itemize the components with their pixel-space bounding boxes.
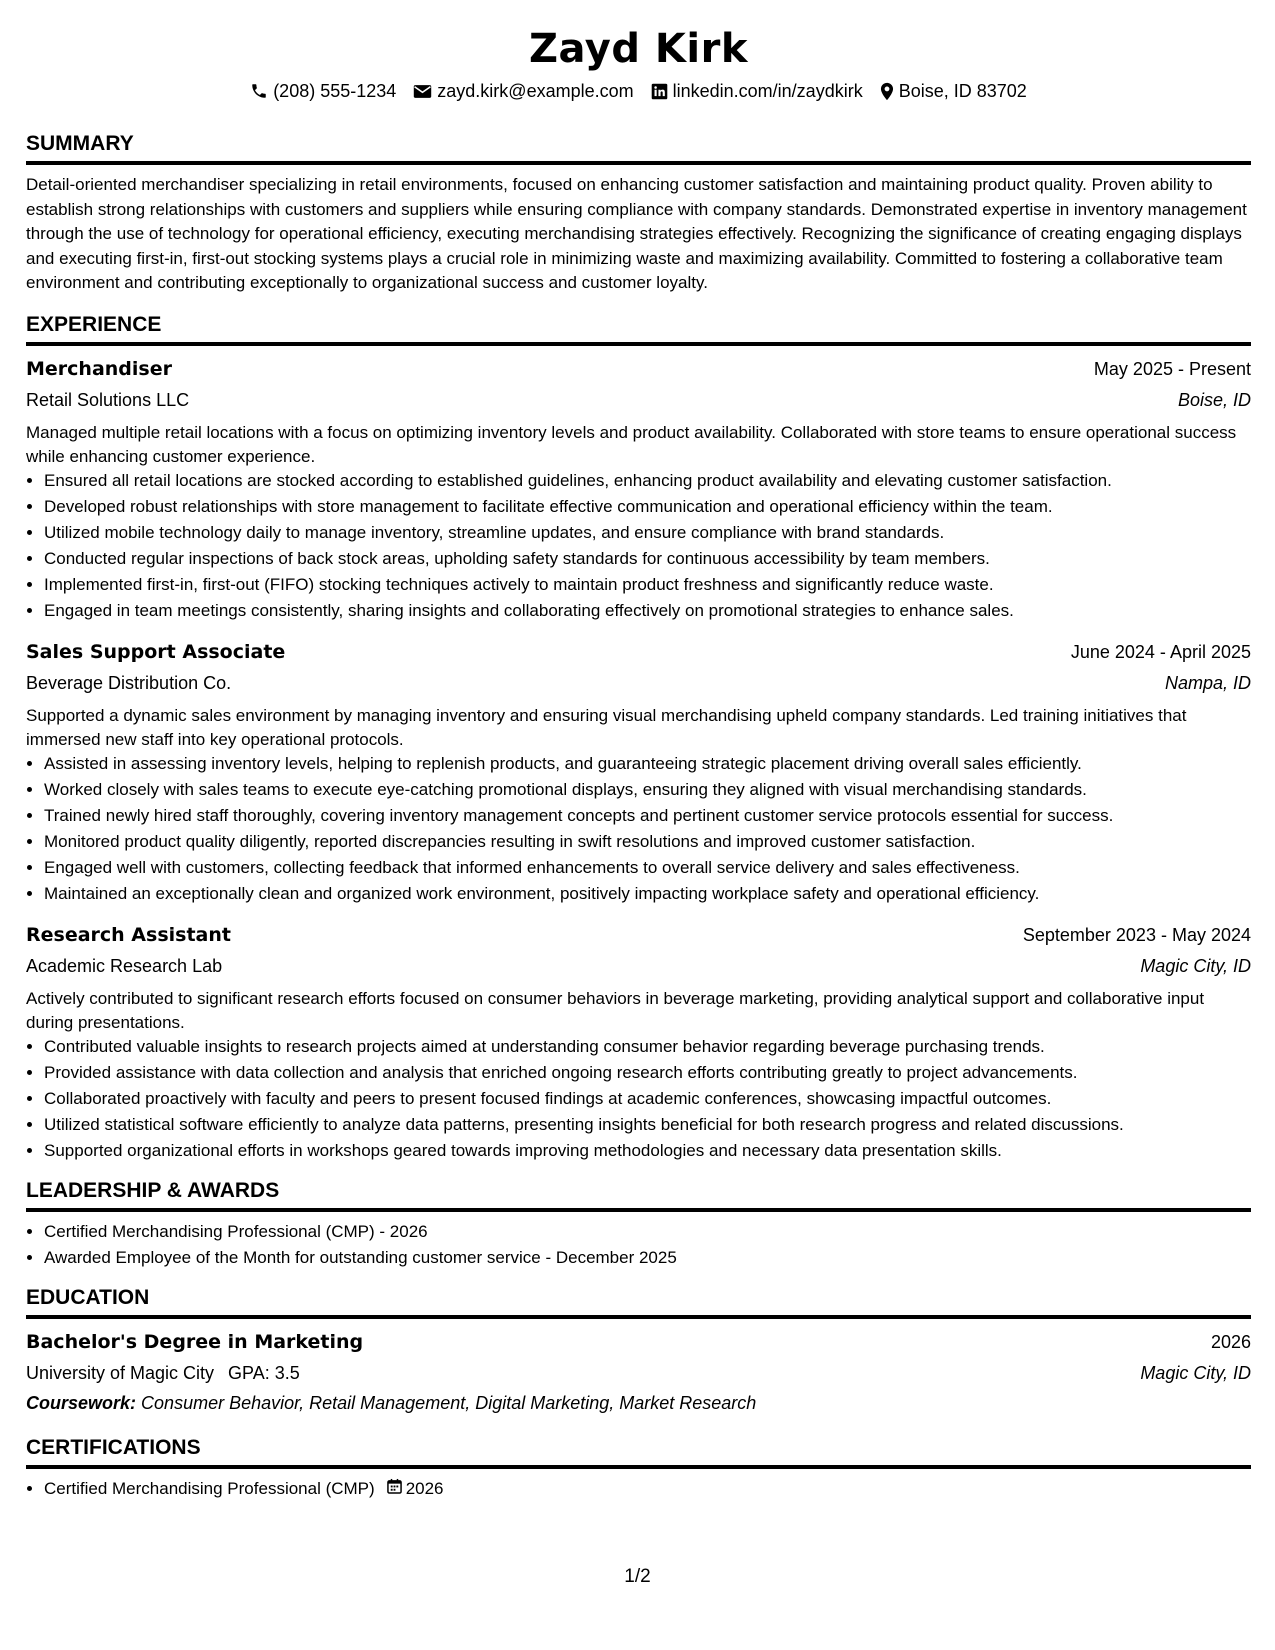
job-bullets: [26, 469, 1251, 623]
list-item: • Supported organizational efforts in workshops geared towards improving methodologies and necessary data presentation skills.: [44, 1139, 1251, 1163]
linkedin-text[interactable]: linkedin.com/in/zaydkirk: [672, 81, 863, 101]
coursework-list: Consumer Behavior, Retail Management, Digital Marketing, Market Research: [141, 1392, 757, 1413]
list-item: • Monitored product quality diligently, reported discrepancies resulting in swift resolutions and improved customer satisfaction.: [44, 830, 1251, 854]
education-section: [26, 1284, 1251, 1418]
email-text[interactable]: zayd.kirk@example.com: [437, 81, 634, 101]
list-item: • Assisted in assessing inventory levels, helping to replenish products, and guaranteeing strategic placement driving overall sales efficiently.: [44, 752, 1251, 776]
list-item: • Ensured all retail locations are stocked according to established guidelines, enhancing product availability and elevating customer satisfaction.: [44, 469, 1251, 493]
experience-section: [26, 311, 1251, 1163]
job-entry: [26, 637, 1251, 906]
summary-section: [26, 130, 1251, 296]
job-company: Beverage Distribution Co.: [26, 672, 232, 693]
list-item: • Certified Merchandising Professional (CMP) - 2026: [44, 1220, 1251, 1244]
list-item: • Engaged in team meetings consistently, sharing insights and collaborating effectively on promotional strategies to enhance sales.: [44, 599, 1251, 623]
contact-linkedin[interactable]: [651, 78, 863, 104]
school-location: Magic City, ID: [1140, 1362, 1251, 1383]
list-item: • Engaged well with customers, collecting feedback that informed enhancements to overall service delivery and sales effectiveness.: [44, 856, 1251, 880]
job-dates: May 2025 - Present: [1093, 358, 1251, 379]
job-description: Managed multiple retail locations with a focus on optimizing inventory levels and product availability. Collaborated with store teams to ensure operational success while enhancing customer experience.: [26, 422, 1237, 466]
summary-heading: SUMMARY: [26, 130, 1251, 165]
certifications-section: [26, 1434, 1251, 1501]
list-item: • Utilized mobile technology daily to manage inventory, streamline updates, and ensure compliance with brand standards.: [44, 521, 1251, 545]
list-item: • Contributed valuable insights to research projects aimed at understanding consumer behavior regarding beverage purchasing trends.: [44, 1035, 1251, 1059]
job-location: Nampa, ID: [1164, 672, 1251, 693]
gpa: GPA: 3.5: [228, 1362, 300, 1383]
experience-heading: EXPERIENCE: [26, 311, 1251, 346]
envelope-icon: [413, 84, 432, 99]
calendar-icon: [387, 1477, 402, 1501]
phone-text: (208) 555-1234: [273, 81, 397, 101]
job-entry: [26, 354, 1251, 623]
job-description: Actively contributed to significant research efforts focused on consumer behaviors in beverage marketing, providing analytical support and collaborative input during presentations.: [26, 988, 1205, 1032]
job-dates: June 2024 - April 2025: [1070, 641, 1251, 662]
job-title: Research Assistant: [26, 923, 231, 946]
list-item: • Implemented first-in, first-out (FIFO) stocking techniques actively to maintain product freshness and significantly reduce waste.: [44, 573, 1251, 597]
list-item: • Collaborated proactively with faculty and peers to present focused findings at academic conferences, showcasing impactful outcomes.: [44, 1087, 1251, 1111]
education-heading: EDUCATION: [26, 1284, 1251, 1319]
job-bullets: [26, 1035, 1251, 1163]
list-item: • Awarded Employee of the Month for outstanding customer service - December 2025: [44, 1246, 1251, 1270]
contact-email[interactable]: [413, 78, 633, 104]
contact-phone: [250, 78, 396, 104]
summary-text: Detail-oriented merchandiser specializing in retail environments, focused on enhancing customer satisfaction and maintaining product quality. Proven ability to establish strong relationships with customers and suppliers while ensuring compliance with company standards. Demonstrated expertise in inventory management through the use of technology for operational efficiency, executing merchandising strategies effectively. Recognizing the significance of creating engaging displays and executing first-in, first-out stocking systems plays a crucial role in minimizing waste and maximizing availability. Committed to fostering a collaborative team environment and contributing exceptionally to organizational success and customer loyalty.: [26, 175, 1247, 292]
job-description: Supported a dynamic sales environment by managing inventory and ensuring visual merchandising upheld company standards. Led training initiatives that immersed new staff into key operational protocols.: [26, 705, 1187, 749]
job-title: Sales Support Associate: [26, 640, 286, 663]
job-title: Merchandiser: [26, 357, 172, 380]
list-item: • Provided assistance with data collection and analysis that enriched ongoing research efforts contributing greatly to project advancements.: [44, 1061, 1251, 1085]
leadership-heading: LEADERSHIP & AWARDS: [26, 1177, 1251, 1212]
coursework-label: Coursework:: [26, 1392, 137, 1413]
degree-title: Bachelor's Degree in Marketing: [26, 1330, 364, 1353]
certifications-heading: CERTIFICATIONS: [26, 1434, 1251, 1469]
job-entry: [26, 920, 1251, 1163]
phone-icon: [250, 82, 268, 100]
location-text: Boise, ID 83702: [898, 81, 1027, 101]
job-dates: September 2023 - May 2024: [1022, 924, 1251, 945]
job-location: Magic City, ID: [1140, 955, 1251, 976]
list-item: • Utilized statistical software efficiently to analyze data patterns, presenting insights beneficial for both research progress and related discussions.: [44, 1113, 1251, 1137]
page-number: 1/2: [624, 1566, 651, 1587]
resume-page: [26, 0, 1251, 1503]
certifications-list: [26, 1477, 1251, 1501]
candidate-name: Zayd Kirk: [529, 26, 748, 72]
certification-year: 2026: [405, 1478, 444, 1498]
degree-year: 2026: [1210, 1331, 1251, 1352]
leadership-section: [26, 1177, 1251, 1270]
linkedin-icon: [651, 83, 668, 100]
leadership-list: [26, 1220, 1251, 1270]
job-company: Academic Research Lab: [26, 955, 223, 976]
list-item: • Trained newly hired staff thoroughly, covering inventory management concepts and pertinent customer service protocols essential for success.: [44, 804, 1251, 828]
certification-name: • Certified Merchandising Professional (CMP): [44, 1478, 375, 1498]
school-name: University of Magic City: [26, 1362, 215, 1383]
list-item: • Conducted regular inspections of back stock areas, upholding safety standards for continuous accessibility by team members.: [44, 547, 1251, 571]
job-bullets: [26, 752, 1251, 906]
contact-line: [26, 78, 1251, 104]
map-pin-icon: [880, 82, 894, 101]
school-line: [26, 1358, 300, 1389]
list-item: [44, 1477, 1251, 1501]
list-item: • Worked closely with sales teams to execute eye-catching promotional displays, ensuring they aligned with visual merchandising standards.: [44, 778, 1251, 802]
job-location: Boise, ID: [1177, 389, 1251, 410]
list-item: • Maintained an exceptionally clean and organized work environment, positively impacting workplace safety and operational efficiency.: [44, 882, 1251, 906]
contact-location: [880, 78, 1027, 104]
certification-date: [387, 1477, 444, 1501]
list-item: • Developed robust relationships with store management to facilitate effective communication and operational efficiency within the team.: [44, 495, 1251, 519]
coursework: [26, 1389, 1251, 1418]
job-company: Retail Solutions LLC: [26, 389, 190, 410]
